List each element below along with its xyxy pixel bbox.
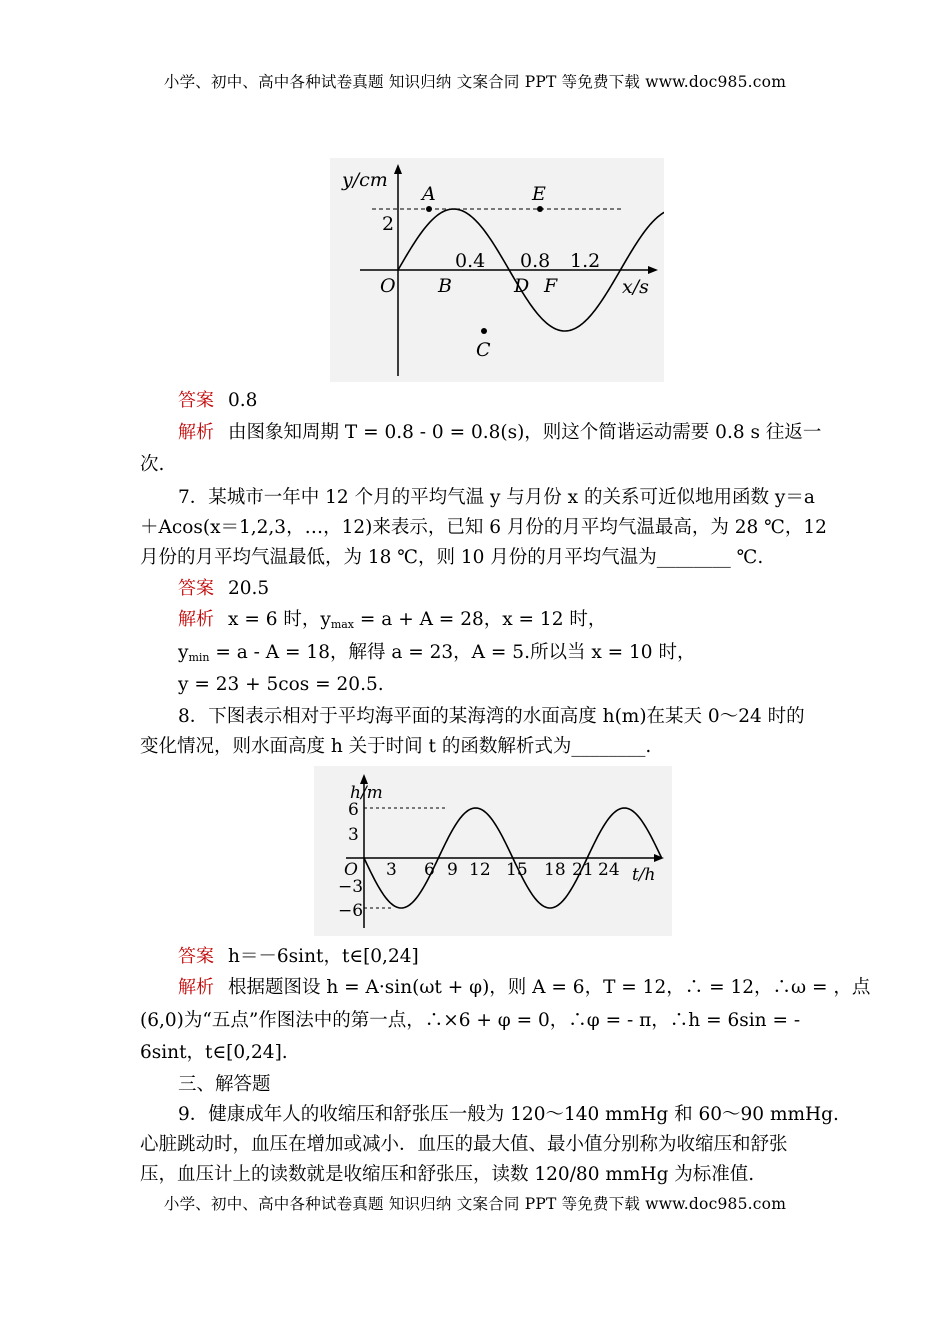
- q7-answer: 20.5: [228, 578, 270, 599]
- q7-analysis-a1: x = 6 时，y: [228, 609, 331, 630]
- q7-analysis-a2-pre: y: [178, 642, 189, 663]
- page-footer: 小学、初中、高中各种试卷真题 知识归纳 文案合同 PPT 等免费下载 www.doc985.com: [163, 1195, 787, 1213]
- q8-answer-line: [178, 945, 812, 969]
- q6-answer: 0.8: [228, 390, 258, 411]
- q6-analysis-text-1: 由图象知周期 T = 0.8 - 0 = 0.8(s)，则这个简谐运动需要 0.8 s 往返一: [228, 422, 822, 443]
- q8-line-2: 变化情况，则水面高度 h 关于时间 t 的函数解析式为________.: [140, 736, 652, 757]
- point-f-label: F: [544, 275, 558, 297]
- amplitude-label: 2: [382, 213, 395, 235]
- answer-label: 答案: [178, 578, 214, 599]
- q9-line-3: 压，血压计上的读数就是收缩压和舒张压，读数 120/80 mmHg 为标准值.: [140, 1164, 755, 1185]
- h-tick-3: 3: [348, 825, 359, 845]
- h-tick-neg6: −6: [338, 901, 364, 921]
- x-axis-arrow: [648, 266, 658, 274]
- h-tick-neg3: −3: [338, 877, 364, 897]
- analysis-label: 解析: [178, 609, 214, 630]
- q8-analysis-line-2: (6,0)为“五点”作图法中的第一点，∴×6 + φ = 0，∴φ = - π，∴h = 6sin = -: [140, 1010, 801, 1031]
- t-tick-6: 6: [424, 860, 435, 880]
- point-a-label: A: [422, 183, 436, 205]
- tick-0.8: 0.8: [520, 250, 551, 272]
- t-tick-21: 21: [572, 860, 594, 880]
- q7-analysis-a1-rest: = a + A = 28，x = 12 时，: [354, 609, 607, 630]
- q8-answer: h＝－6sint，t∈[0,24]: [228, 946, 419, 967]
- tick-1.2: 1.2: [570, 250, 601, 272]
- answer-label: 答案: [178, 946, 214, 967]
- shm-graph-svg: [330, 158, 664, 382]
- figure-shm-graph: [330, 158, 664, 382]
- t-axis-arrow: [654, 854, 664, 862]
- q7-line-2: ＋Acos(x＝1,2,3，…，12)来表示，已知 6 月份的月平均气温最高，为 28 ℃，12: [140, 517, 827, 538]
- t-tick-9: 9: [447, 860, 458, 880]
- q7-ymax-sub: max: [330, 618, 355, 631]
- point-e-dot: [537, 206, 543, 212]
- q7-line-3: 月份的月平均气温最低，为 18 ℃，则 10 月份的月平均气温为________ ℃.: [140, 547, 764, 568]
- q6-answer-line: [178, 389, 812, 413]
- answer-label: 答案: [178, 390, 214, 411]
- t-tick-24: 24: [598, 860, 620, 880]
- q7-analysis-line-1: [178, 608, 812, 637]
- q6-analysis-line-2: 次.: [140, 454, 165, 475]
- point-c-label: C: [476, 339, 491, 361]
- analysis-label: 解析: [178, 422, 214, 443]
- q7-ymin-sub: min: [188, 651, 210, 664]
- t-tick-12: 12: [469, 860, 491, 880]
- q7-answer-line: [178, 577, 812, 601]
- h-tick-6: 6: [348, 800, 359, 820]
- x-axis-label: x/s: [622, 276, 649, 298]
- q9-line-1: 9．健康成年人的收缩压和舒张压一般为 120～140 mmHg 和 60～90 mmHg.: [178, 1104, 839, 1125]
- y-axis-arrow: [394, 164, 402, 174]
- q8-line-1: 8．下图表示相对于平均海平面的某海湾的水面高度 h(m)在某天 0～24 时的: [178, 706, 805, 727]
- t-tick-15: 15: [506, 860, 528, 880]
- q7-analysis-a2-rest: = a - A = 18，解得 a = 23，A = 5.所以当 x = 10 时，: [209, 642, 696, 663]
- q9-line-2: 心脏跳动时，血压在增加或减小．血压的最大值、最小值分别称为收缩压和舒张: [140, 1134, 788, 1155]
- q6-analysis-line-1: [178, 421, 822, 445]
- origin-label: O: [380, 275, 396, 297]
- origin-label: O: [344, 860, 358, 880]
- y-axis-label: y/cm: [342, 169, 388, 191]
- analysis-label: 解析: [178, 977, 214, 998]
- q7-line-1: 7．某城市一年中 12 个月的平均气温 y 与月份 x 的关系可近似地用函数 y＝a: [178, 487, 815, 508]
- page-header: 小学、初中、高中各种试卷真题 知识归纳 文案合同 PPT 等免费下载 www.doc985.com: [163, 73, 787, 91]
- point-a-dot: [426, 206, 432, 212]
- q7-analysis-line-3: y = 23 + 5cos = 20.5.: [178, 674, 384, 695]
- t-axis-label: t/h: [632, 865, 656, 885]
- tick-0.4: 0.4: [455, 250, 486, 272]
- figure-tide-graph: [314, 766, 672, 936]
- point-c-dot: [481, 328, 487, 334]
- point-b-label: B: [438, 275, 452, 297]
- t-tick-3: 3: [386, 860, 397, 880]
- q8-analysis-line-3: 6sint，t∈[0,24].: [140, 1042, 288, 1063]
- q7-analysis-line-2: [178, 641, 812, 670]
- point-d-label: D: [514, 275, 530, 297]
- tide-graph-svg: [314, 766, 672, 936]
- section-heading: 三、解答题: [178, 1074, 271, 1095]
- q8-analysis-line-1: [178, 976, 871, 1000]
- h-axis-label: h/m: [350, 783, 383, 803]
- q8-analysis-text-1: 根据题图设 h = A·sin(ωt + φ)，则 A = 6，T = 12，∴ = 12，∴ω = ，点: [228, 977, 871, 998]
- t-tick-18: 18: [544, 860, 566, 880]
- point-e-label: E: [532, 183, 546, 205]
